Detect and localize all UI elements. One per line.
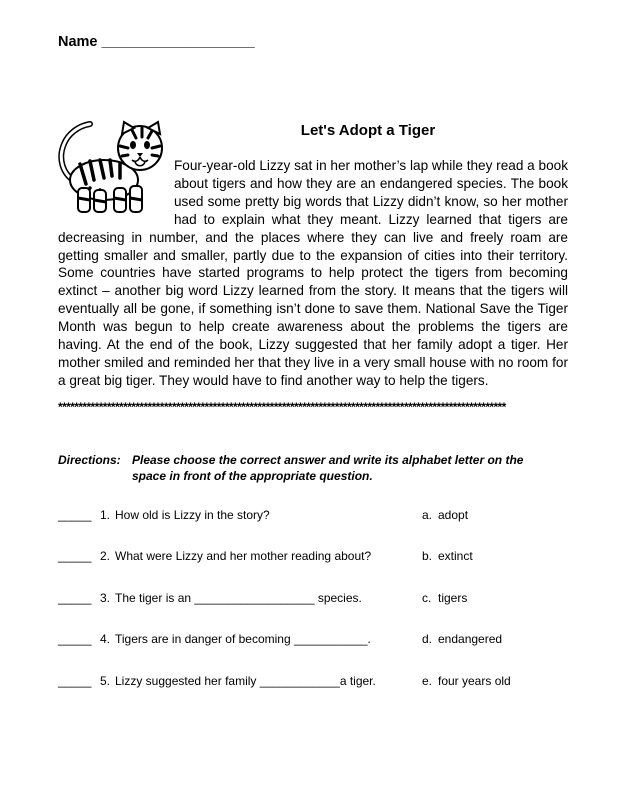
- question-number: 4.: [100, 632, 111, 646]
- story-title: Let's Adopt a Tiger: [300, 122, 436, 139]
- question-row: [58, 508, 578, 526]
- question-number: 3.: [100, 591, 111, 605]
- figure-spacer: [58, 157, 174, 227]
- answer-letter: e.: [422, 674, 433, 688]
- answer-letter: d.: [422, 632, 433, 646]
- name-field-label: Name ___________________: [58, 34, 255, 50]
- question-number: 5.: [100, 674, 111, 688]
- directions-label: Directions:: [58, 453, 121, 467]
- question-text: What were Lizzy and her mother reading about?: [115, 549, 372, 563]
- answer-blank[interactable]: _____: [58, 632, 92, 646]
- question-text: Tigers are in danger of becoming ___________.: [115, 632, 371, 646]
- answer-option: adopt: [438, 508, 469, 522]
- story-passage: [58, 157, 568, 390]
- question-row: [58, 591, 578, 609]
- question-row: [58, 549, 578, 567]
- question-number: 2.: [100, 549, 111, 563]
- answer-option: endangered: [438, 632, 503, 646]
- answer-blank[interactable]: _____: [58, 508, 92, 522]
- answer-blank[interactable]: _____: [58, 674, 92, 688]
- question-number: 1.: [100, 508, 111, 522]
- question-text: Lizzy suggested her family ____________a tiger.: [115, 674, 376, 688]
- answer-option: four years old: [438, 674, 511, 688]
- answer-letter: a.: [422, 508, 433, 522]
- answer-letter: c.: [422, 591, 432, 605]
- separator: **************************************************************************************************************: [58, 400, 506, 414]
- answer-letter: b.: [422, 549, 433, 563]
- story-text: Four-year-old Lizzy sat in her mother’s lap while they read a book about tigers and how they are an endangered species. The book used some pretty big words that Lizzy didn’t know, so her mother had to explain what they meant. Lizzy learned that tigers are decreasing in number, and the places where they can live and freely roam are getting smaller and smaller, partly due to the expansion of cities into their territory. Some countries have started programs to help protect the tigers from becoming extinct – another big word Lizzy learned from the story. It means that the tigers will eventually all be gone, if something isn’t done to save them. National Save the Tiger Month was begun to help create awareness about the problems the tigers are having. At the end of the book, Lizzy suggested that her family adopt a tiger. Her mother smiled and reminded her that they live in a very small house with no room for a great big tiger. They would have to find another way to help the tigers.: [58, 158, 568, 388]
- question-row: [58, 674, 578, 692]
- directions-text: Please choose the correct answer and write its alphabet letter on the space in front of the appropriate question.: [132, 453, 524, 483]
- question-row: [58, 632, 578, 650]
- answer-option: extinct: [438, 549, 473, 563]
- answer-option: tigers: [438, 591, 468, 605]
- answer-blank[interactable]: _____: [58, 549, 92, 563]
- answer-blank[interactable]: _____: [58, 591, 92, 605]
- question-text: How old is Lizzy in the story?: [115, 508, 270, 522]
- question-text: The tiger is an __________________ species.: [115, 591, 362, 605]
